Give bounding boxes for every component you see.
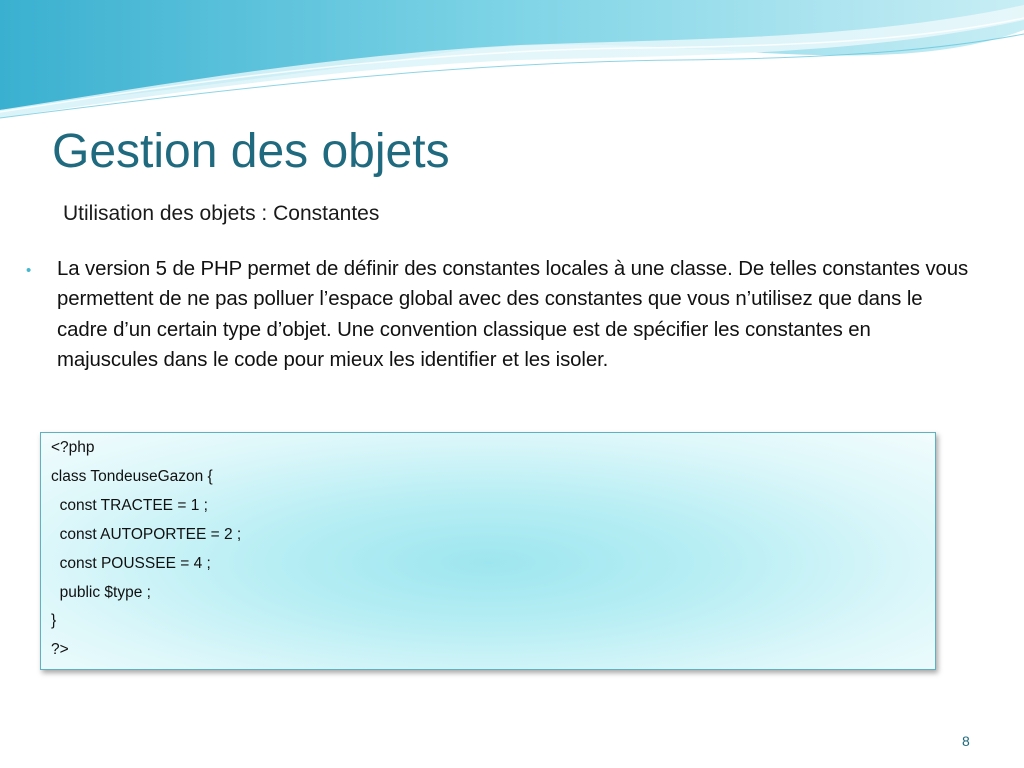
- code-line: }: [51, 612, 57, 629]
- code-line: ?>: [51, 641, 69, 658]
- code-line: class TondeuseGazon {: [51, 468, 213, 485]
- page-number: 8: [962, 733, 970, 749]
- code-line: const POUSSEE = 4 ;: [51, 555, 211, 572]
- code-block: [40, 432, 936, 670]
- slide-title: Gestion des objets: [52, 125, 450, 178]
- code-line: const AUTOPORTEE = 2 ;: [51, 526, 242, 543]
- code-line: <?php: [51, 439, 95, 456]
- code-line: const TRACTEE = 1 ;: [51, 497, 208, 514]
- code-line: public $type ;: [51, 584, 151, 601]
- bullet-paragraph: La version 5 de PHP permet de définir des constantes locales à une classe. De telles constantes vous permettent de ne pas polluer l’espace global avec des constantes que vous n’utilisez que dans le cadre d’un certain type d’objet. Une convention classique est de spécifier les constantes en majuscules dans le code pour mieux les identifier et les isoler.: [57, 258, 969, 371]
- slide-subtitle: Utilisation des objets : Constantes: [63, 202, 380, 225]
- header-wave-decoration: [0, 0, 1024, 130]
- bullet-icon: •: [26, 262, 32, 279]
